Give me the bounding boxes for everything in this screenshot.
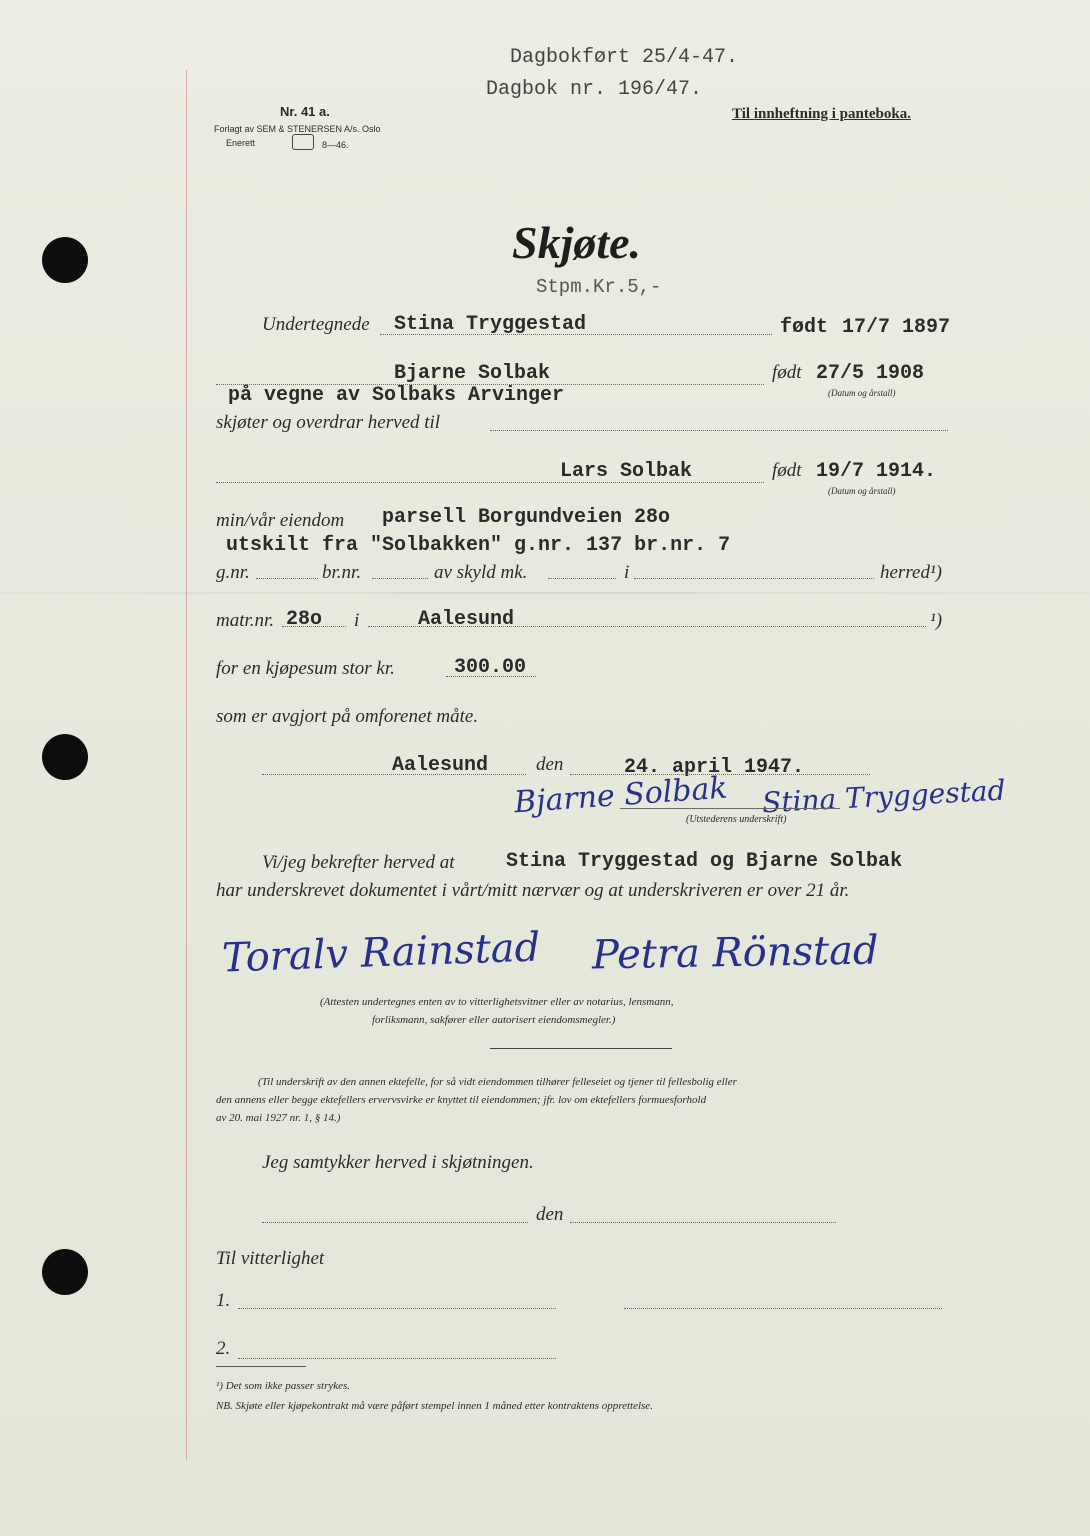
property-line1: parsell Borgundveien 28o <box>382 506 671 529</box>
i-label: i <box>624 562 630 583</box>
party2-on-behalf: på vegne av Solbaks Arvinger <box>228 384 565 407</box>
skyld-label: av skyld mk. <box>434 562 528 583</box>
witness-statement-prefix: Vi/jeg bekrefter herved at <box>262 852 455 873</box>
publisher-logo-icon <box>292 134 314 150</box>
price-value: 300.00 <box>454 656 527 679</box>
punch-hole-bottom <box>42 1249 88 1295</box>
witness-line-2 <box>238 1358 556 1359</box>
transfer-line <box>490 430 948 431</box>
margin-line <box>186 70 187 1460</box>
party1-name: Stina Tryggestad <box>394 313 587 336</box>
brnr-line <box>372 578 428 579</box>
signing-den: den <box>536 754 564 775</box>
binding-note: Til innheftning i panteboka. <box>732 106 911 122</box>
signing-date: 24. april 1947. <box>624 756 805 779</box>
spouse-note-line2: den annens eller begge ektefellers ervervsvirke er knyttet til eiendommen; jfr. lov om ektefellers formuesforhold <box>216 1094 707 1106</box>
property-place: Aalesund <box>418 608 515 631</box>
witness-line-1a <box>238 1308 556 1309</box>
gnr-line <box>256 578 318 579</box>
consent-text: Jeg samtykker herved i skjøtningen. <box>262 1152 534 1173</box>
skyld-line <box>548 578 616 579</box>
punch-hole-top <box>42 237 88 283</box>
registration-stamp-line2: Dagbok nr. 196/47. <box>486 78 703 101</box>
witness-caption-line2: forliksmann, sakfører eller autorisert eiendomsmegler.) <box>372 1014 616 1026</box>
matr-value: 28o <box>286 608 323 631</box>
party2-date-hint: (Datum og årstall) <box>828 388 896 398</box>
property-label: min/vår eiendom <box>216 510 345 531</box>
party1-born-label: født <box>780 316 829 339</box>
buyer-born-label: født <box>772 460 802 481</box>
footnote-2: NB. Skjøte eller kjøpekontrakt må være påført stempel innen 1 måned etter kontraktens opprettelse. <box>216 1400 653 1412</box>
buyer-born-date: 19/7 1914. <box>816 460 937 483</box>
stamp-fee: Stpm.Kr.5,- <box>536 276 662 298</box>
spouse-note-line3: av 20. mai 1927 nr. 1, § 14.) <box>216 1112 341 1124</box>
party2-born-date: 27/5 1908 <box>816 362 925 385</box>
price-line <box>446 676 536 677</box>
matr-label: matr.nr. <box>216 610 275 631</box>
herred-label: herred¹) <box>880 562 942 583</box>
buyer-date-hint: (Datum og årstall) <box>828 486 896 496</box>
gnr-label: g.nr. <box>216 562 250 583</box>
matr-i-label: i <box>354 610 360 631</box>
undersigned-label: Undertegnede <box>262 314 370 335</box>
consent-place-line <box>262 1222 528 1223</box>
witness-line-1b <box>624 1308 942 1309</box>
signing-place: Aalesund <box>392 754 489 777</box>
consent-den: den <box>536 1204 564 1225</box>
punch-hole-middle <box>42 734 88 780</box>
document-title: Skjøte. <box>512 217 642 268</box>
issuer-signature-1: Bjarne Solbak <box>513 770 729 821</box>
buyer-name: Lars Solbak <box>560 460 693 483</box>
settled-text: som er avgjort på omforenet måte. <box>216 706 479 727</box>
witness-number-2: 2. <box>216 1338 231 1359</box>
witness-signature-1: Toralv Rainstad <box>221 924 541 982</box>
witness-caption-line1: (Attesten undertegnes enten av to vitterlighetsvitner eller av notarius, lensmann, <box>320 996 674 1008</box>
party2-born-label: født <box>772 362 802 383</box>
footnote-1: ¹) Det som ikke passer strykes. <box>216 1380 351 1392</box>
party1-born-date: 17/7 1897 <box>842 316 951 339</box>
transfer-text: skjøter og overdrar herved til <box>216 412 441 433</box>
witness-signature-2: Petra Rönstad <box>591 927 879 979</box>
issuer-signature-caption: (Utstederens underskrift) <box>686 814 787 825</box>
divider <box>490 1048 672 1049</box>
registration-stamp-line1: Dagbokført 25/4-47. <box>510 46 739 69</box>
issuer-signature-2: Stina Tryggestad <box>761 773 1007 820</box>
issuer-signature-line <box>620 808 840 809</box>
publisher-enerett: Enerett <box>226 138 256 148</box>
paper-fold <box>0 592 1090 594</box>
herred-line <box>634 578 874 579</box>
footnote-mark: ¹) <box>930 610 943 631</box>
witness-statement-line2: har underskrevet dokumentet i vårt/mitt nærvær og at underskriveren er over 21 år. <box>216 880 850 901</box>
property-line2: utskilt fra "Solbakken" g.nr. 137 br.nr. 7 <box>226 534 731 557</box>
price-label: for en kjøpesum stor kr. <box>216 658 395 679</box>
spouse-note-line1: (Til underskrift av den annen ektefelle, for så vidt eiendommen tilhører felleseiet og tjener til fellesbolig eller <box>258 1076 737 1088</box>
party1-line <box>380 334 772 335</box>
brnr-label: br.nr. <box>322 562 362 583</box>
publisher-line: Forlagt av SEM & STENERSEN A/s. Oslo <box>214 124 381 134</box>
witness-statement-names: Stina Tryggestad og Bjarne Solbak <box>506 850 903 873</box>
witness-line-2-short <box>216 1366 306 1367</box>
place-line <box>368 626 926 627</box>
form-number: Nr. 41 a. <box>280 104 330 119</box>
matr-line <box>282 626 346 627</box>
publisher-date: 8—46. <box>322 140 349 150</box>
party2-name: Bjarne Solbak <box>394 362 551 385</box>
witness-number-1: 1. <box>216 1290 231 1311</box>
witnesses-title: Til vitterlighet <box>216 1248 325 1269</box>
consent-date-line <box>570 1222 836 1223</box>
